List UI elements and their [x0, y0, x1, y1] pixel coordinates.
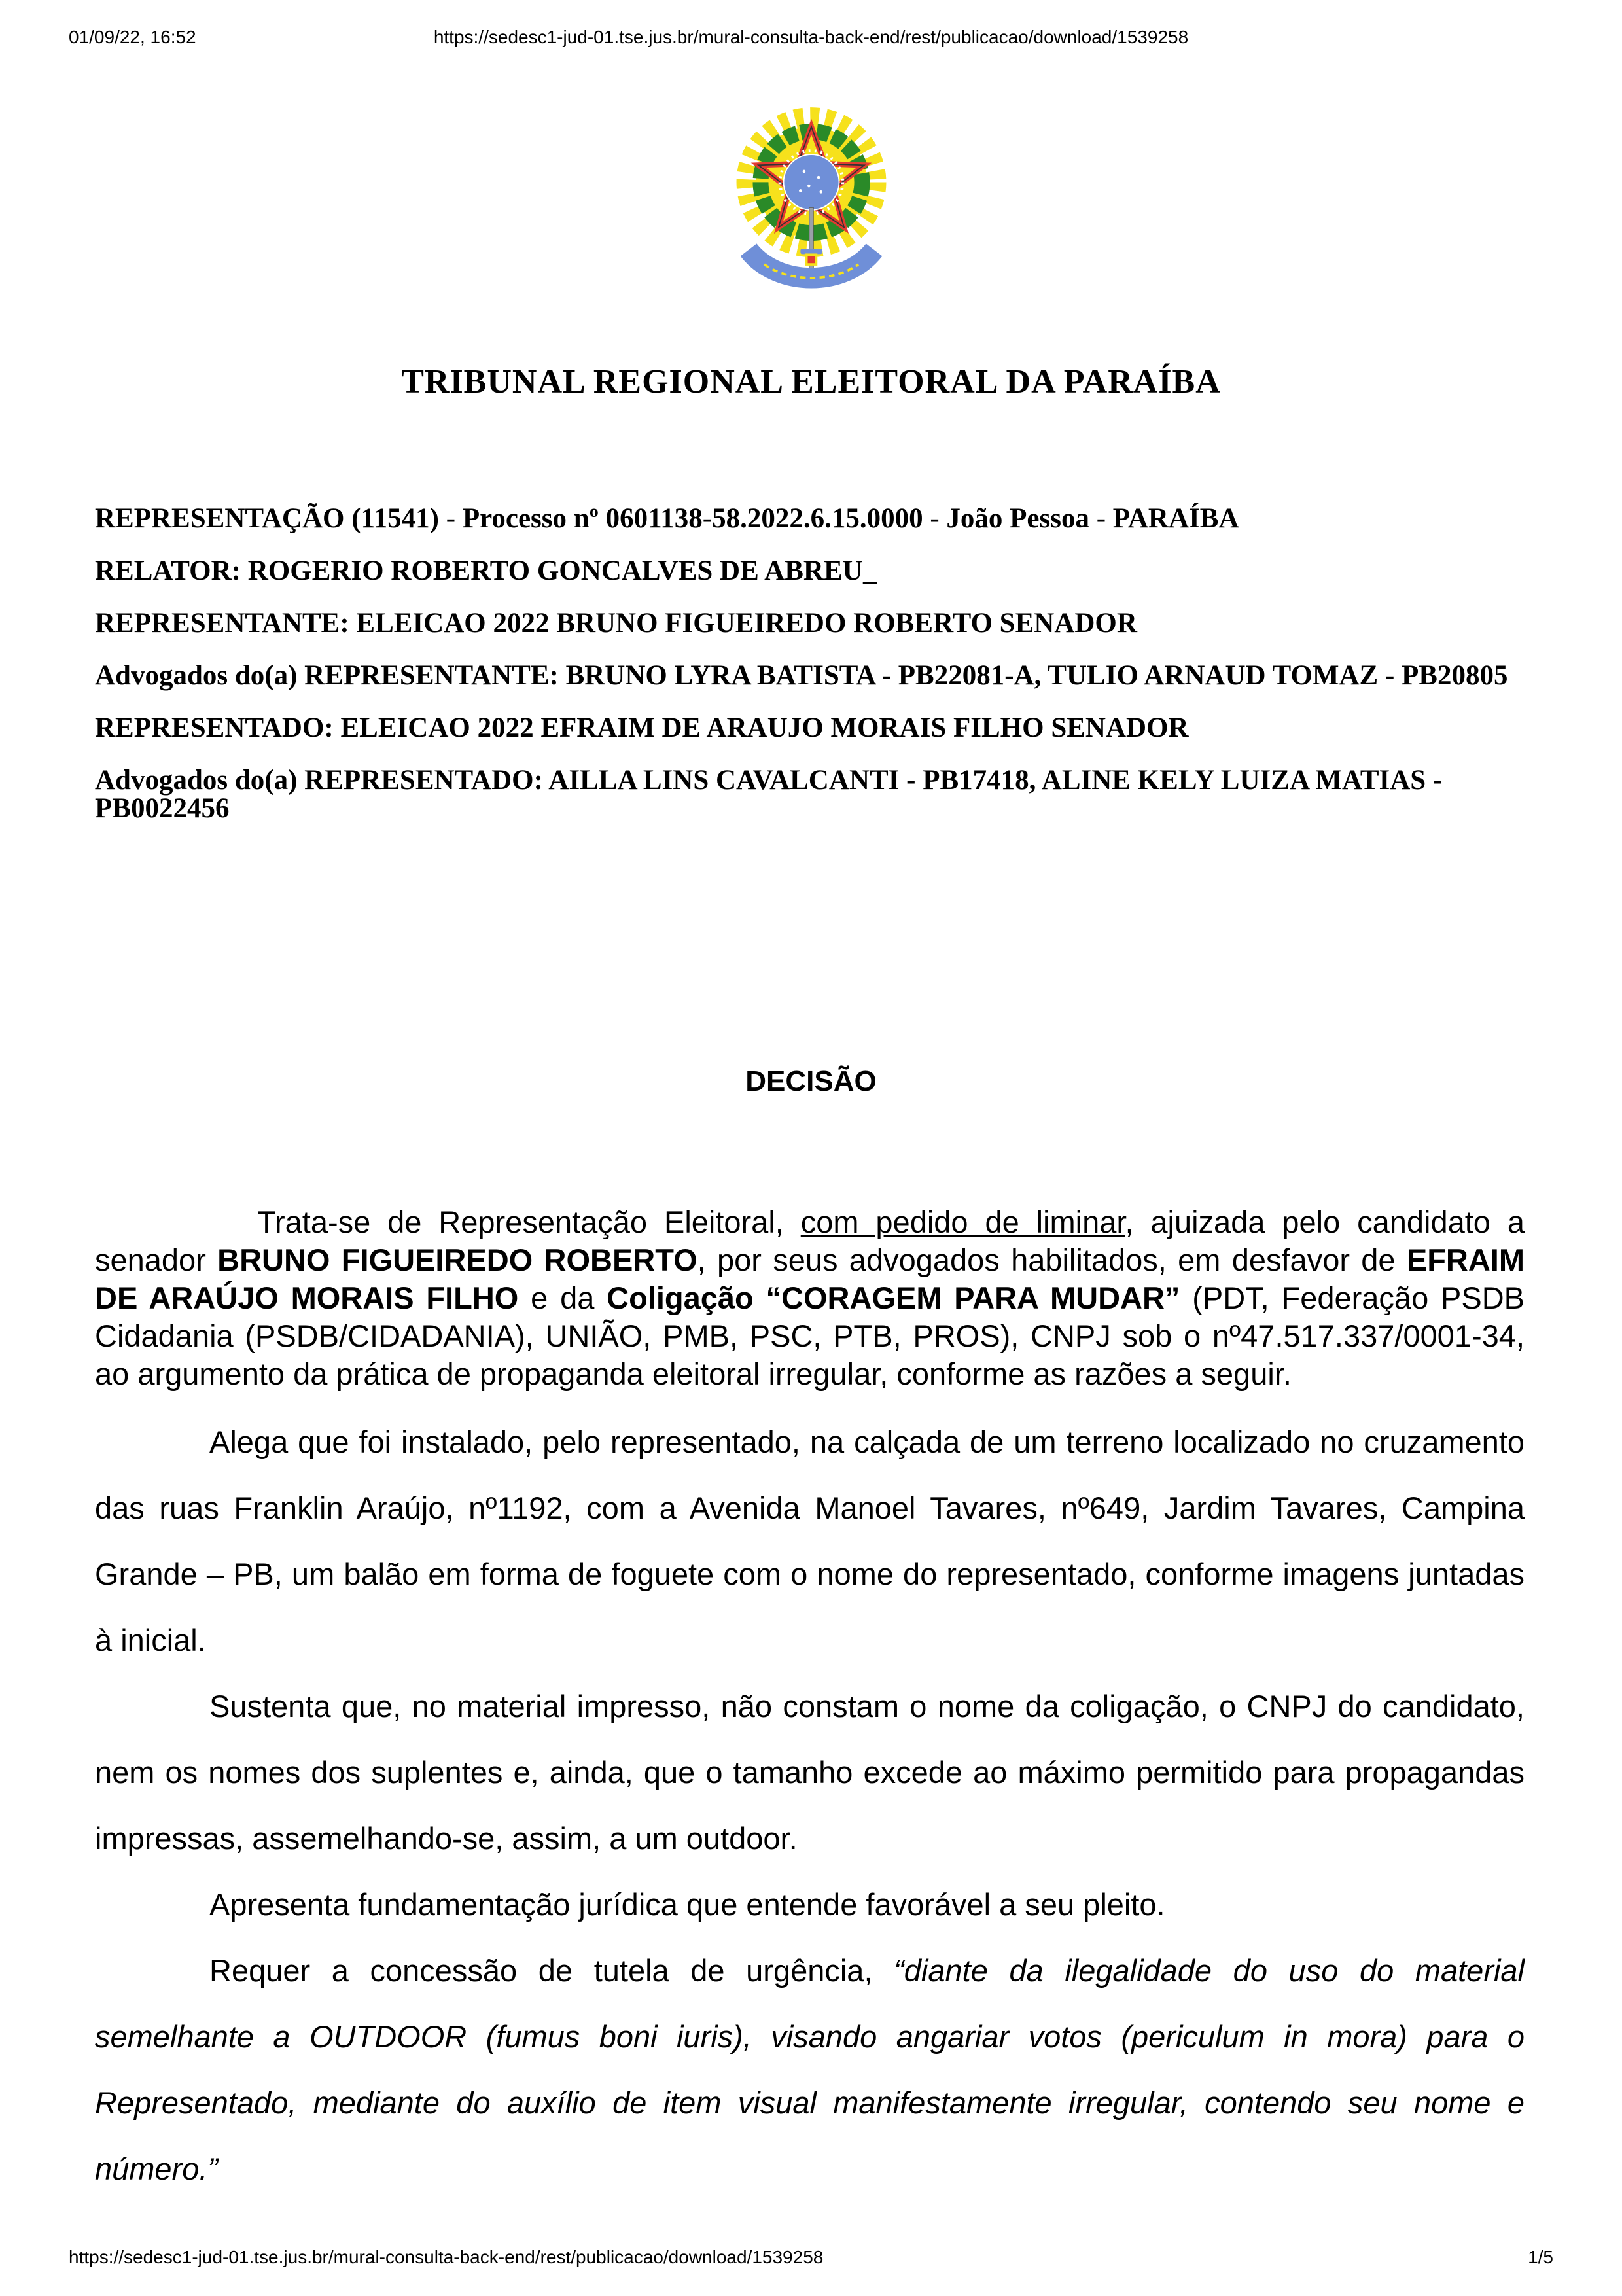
case-info — [95, 504, 1525, 822]
relator-line: RELATOR: ROGERIO ROBERTO GONCALVES DE ABREU — [95, 556, 863, 586]
logo-globe-star — [819, 190, 822, 194]
decision-paragraph: Requer a concessão de tutela de urgência, “diante da ilegalidade do uso do material semelhante a OUTDOOR (fumus boni iuris), visando angariar votos (periculum in mora) para o Representado, mediante do auxílio de item visual manifestamente irregular, contendo seu nome e número.” — [95, 1953, 1525, 2186]
print-footer-url: https://sedesc1-jud-01.tse.jus.br/mural-consulta-back-end/rest/publicacao/download/1539258 — [69, 2247, 824, 2267]
logo-globe-star — [799, 189, 802, 192]
court-title: TRIBUNAL REGIONAL ELEITORAL DA PARAÍBA — [401, 363, 1221, 400]
print-footer — [0, 2246, 1622, 2269]
decision-paragraph: Trata-se de Representação Eleitoral, com pedido de liminar, ajuizada pelo candidato a senador BRUNO FIGUEIREDO ROBERTO, por seus advogados habilitados, em desfavor de EFRAIM DE ARAÚJO MORAIS FILHO e da Coligação “CORAGEM PARA MUDAR” (PDT, Federação PSDB Cidadania (PSDB/CIDADANIA), UNIÃO, PMB, PSC, PTB, PROS), CNPJ sob o nº47.517.337/0001-34, ao argumento da prática de propaganda eleitoral irregular, conforme as razões a seguir. — [95, 1205, 1525, 1391]
advogados-representado-line: Advogados do(a) REPRESENTADO: AILLA LINS CAVALCANTI - PB17418, ALINE KELY LUIZA MATIAS - PB0022456 — [95, 765, 1443, 824]
brazil-coat-of-arms-logo — [733, 106, 890, 291]
decision-paragraph: Sustenta que, no material impresso, não constam o nome da coligação, o CNPJ do candidato, nem os nomes dos suplentes e, ainda, que o tamanho excede ao máximo permitido para propagandas impressas, assemelhando-se, assim, a um outdoor. — [95, 1689, 1525, 1856]
decision-heading: DECISÃO — [745, 1065, 877, 1097]
logo-sword-guard — [800, 249, 822, 254]
page-indicator: 1/5 — [1528, 2247, 1553, 2267]
decision-paragraph: Apresenta fundamentação jurídica que entende favorável a seu pleito. — [209, 1887, 1165, 1922]
representado-line: REPRESENTADO: ELEICAO 2022 EFRAIM DE ARAUJO MORAIS FILHO SENADOR — [95, 713, 1189, 743]
decision-body — [95, 1203, 1525, 2202]
logo-globe-star — [807, 185, 811, 188]
decision-paragraph: Alega que foi instalado, pelo representado, na calçada de um terreno localizado no cruzamento das ruas Franklin Araújo, nº1192, com a Avenida Manoel Tavares, nº649, Jardim Tavares, Campina Grande – PB, um balão em forma de foguete com o nome do representado, conforme imagens juntadas à inicial. — [95, 1424, 1525, 1657]
print-header-url: https://sedesc1-jud-01.tse.jus.br/mural-consulta-back-end/rest/publicacao/download/1539258 — [433, 27, 1189, 47]
logo-globe-star — [817, 176, 820, 179]
print-datetime: 01/09/22, 16:52 — [69, 27, 196, 47]
logo-globe-star — [802, 170, 805, 173]
logo-sword-pommel — [806, 255, 816, 264]
logo-container — [0, 106, 1622, 294]
advogados-representante-line: Advogados do(a) REPRESENTANTE: BRUNO LYRA BATISTA - PB22081-A, TULIO ARNAUD TOMAZ - PB20805 — [95, 660, 1508, 691]
logo-globe — [783, 154, 839, 210]
representante-line: REPRESENTANTE: ELEICAO 2022 BRUNO FIGUEIREDO ROBERTO SENADOR — [95, 608, 1137, 639]
case-number-line: REPRESENTAÇÃO (11541) - Processo nº 0601138-58.2022.6.15.0000 - João Pessoa - PARAÍBA — [95, 503, 1239, 534]
print-header — [0, 0, 1622, 48]
